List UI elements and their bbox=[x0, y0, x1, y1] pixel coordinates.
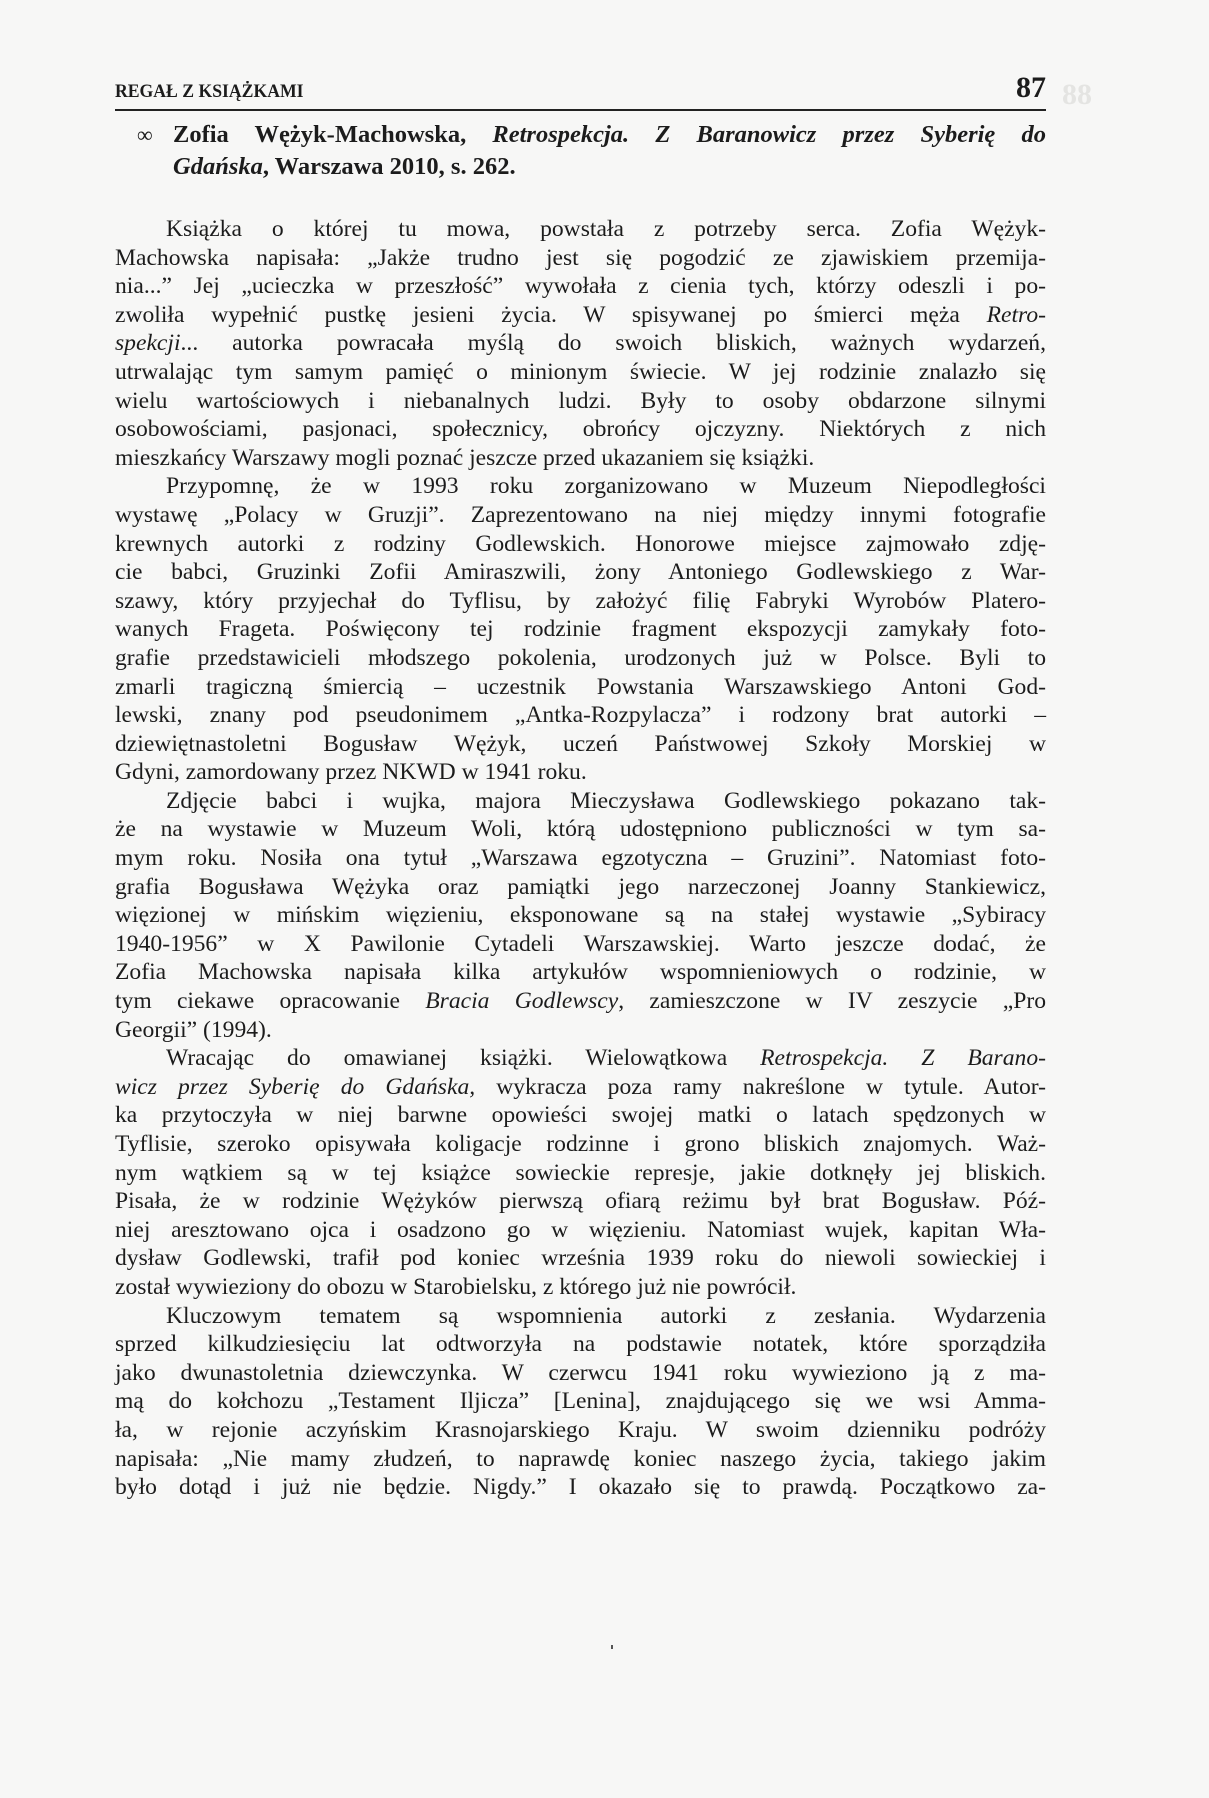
text-line bbox=[115, 215, 1046, 244]
text-line bbox=[115, 844, 1046, 873]
text-line bbox=[115, 1044, 1046, 1073]
text-segment: 1940-1956” w X Pawilonie Cytadeli Warszawskiej. Warto jeszcze dodać, że bbox=[115, 930, 1046, 957]
text-line bbox=[115, 1387, 1046, 1416]
text-segment: mą do kołchozu „Testament Iljicza” [Lenina], znajdującego się we wsi Amma- bbox=[115, 1388, 1046, 1415]
text-segment: mym roku. Nosiła ona tytuł „Warszawa egzotyczna – Gruzini”. Natomiast foto- bbox=[115, 845, 1046, 872]
text-segment: więzionej w mińskim więzieniu, eksponowane są na stałej wystawie „Sybiracy bbox=[115, 902, 1046, 929]
text-segment: ka przytoczyła w niej barwne opowieści swojej matki o latach spędzonych w bbox=[115, 1102, 1046, 1129]
text-segment: Tyflisie, szeroko opisywała koligacje rodzinne i grono bliskich znajomych. Waż- bbox=[115, 1131, 1046, 1157]
entry-title-part1: Retrospekcja. Z Baranowicz przez Syberię do bbox=[492, 121, 1047, 148]
text-segment: jako dwunastoletnia dziewczynka. W czerwcu 1941 roku wywieziono ją z ma- bbox=[115, 1359, 1046, 1386]
italic-text: Bracia Godlewscy bbox=[425, 988, 619, 1015]
text-line bbox=[115, 1016, 1046, 1045]
text-segment: grafie przedstawicieli młodszego pokolenia, urodzonych już w Polsce. Byli to bbox=[115, 644, 1046, 671]
entry-title-part2: Gdańska bbox=[173, 153, 263, 180]
text-line bbox=[115, 472, 1046, 501]
text-segment: ... autorka powracała myślą do swoich bliskich, ważnych wydarzeń, bbox=[180, 330, 1046, 357]
text-segment: cie babci, Gruzinki Zofii Amiraszwili, żony Antoniego Godlewskiego z War- bbox=[115, 559, 1046, 586]
text-segment: wanych Frageta. Poświęcony tej rodzinie fragment ekspozycji zamykały foto- bbox=[115, 616, 1046, 643]
text-line bbox=[115, 1216, 1046, 1245]
text-segment: nia...” Jej „ucieczka w przeszłość” wywołała z cienia tych, którzy odeszli i po- bbox=[115, 273, 1046, 300]
text-segment: Zofia Machowska napisała kilka artykułów wspomnieniowych o rodzinie, w bbox=[115, 959, 1046, 986]
text-line bbox=[115, 329, 1046, 358]
italic-text: wicz przez Syberię do Gdańska, bbox=[115, 1073, 476, 1100]
text-line bbox=[115, 701, 1046, 730]
text-segment: wystawę „Polacy w Gruzji”. Zaprezentowano na niej między innymi fotografie bbox=[115, 501, 1046, 528]
text-segment: szawy, który przyjechał do Tyflisu, by założyć filię Fabryki Wyrobów Platero- bbox=[115, 587, 1046, 614]
text-line bbox=[115, 1101, 1046, 1130]
text-line bbox=[115, 358, 1046, 387]
text-line bbox=[115, 244, 1046, 273]
text-segment: Machowska napisała: „Jakże trudno jest się pogodzić ze zjawiskiem przemija- bbox=[115, 244, 1046, 271]
entry-author: Zofia Wężyk-Machowska, bbox=[173, 121, 467, 148]
text-line bbox=[115, 387, 1046, 416]
paragraph bbox=[115, 1044, 1046, 1301]
scan-speck bbox=[611, 1645, 613, 1649]
text-segment: Georgii” (1994). bbox=[115, 1016, 272, 1043]
text-line bbox=[115, 1302, 1046, 1331]
text-line bbox=[115, 673, 1046, 702]
text-line bbox=[115, 444, 1046, 473]
text-line bbox=[115, 1244, 1046, 1273]
text-segment: wykracza poza ramy nakreślone w tytule. Autor- bbox=[475, 1073, 1046, 1100]
infinity-icon: ∞ bbox=[137, 122, 153, 147]
text-segment: było dotąd i już nie będzie. Nigdy.” I okazało się to prawdą. Początkowo za- bbox=[115, 1474, 1046, 1501]
text-segment: wielu wartościowych i niebanalnych ludzi. Były to osoby obdarzone silnymi bbox=[115, 387, 1046, 414]
text-segment: utrwalając tym samym pamięć o minionym świecie. W jej rodzinie znalazło się bbox=[115, 358, 1046, 385]
text-segment: Pisała, że w rodzinie Wężyków pierwszą ofiarą reżimu był brat Bogusław. Póź- bbox=[115, 1188, 1046, 1215]
text-line bbox=[115, 1130, 1046, 1159]
text-segment: niej aresztowano ojca i osadzono go w więzieniu. Natomiast wujek, kapitan Wła- bbox=[115, 1216, 1046, 1243]
text-segment: ła, w rejonie aczyńskim Krasnojarskiego Kraju. W swoim dzienniku podróży bbox=[115, 1416, 1046, 1443]
text-line bbox=[115, 301, 1046, 330]
text-line bbox=[115, 415, 1046, 444]
text-line bbox=[115, 1073, 1046, 1102]
paragraph bbox=[115, 787, 1046, 1044]
text-line bbox=[115, 501, 1046, 530]
paragraph bbox=[115, 1302, 1046, 1502]
page-number: 87 bbox=[1016, 71, 1046, 104]
text-segment: krewnych autorki z rodziny Godlewskich. Honorowe miejsce zajmowało zdję- bbox=[115, 530, 1046, 557]
text-line bbox=[115, 787, 1046, 816]
text-segment: Wracając do omawianej książki. Wielowątkowa bbox=[166, 1045, 761, 1072]
text-line bbox=[115, 758, 1046, 787]
running-title: REGAŁ Z KSIĄŻKAMI bbox=[115, 81, 304, 102]
bleed-through-page-number: 88 bbox=[1062, 78, 1092, 111]
text-line bbox=[115, 1359, 1046, 1388]
text-line bbox=[115, 587, 1046, 616]
text-line bbox=[115, 930, 1046, 959]
text-line bbox=[115, 1187, 1046, 1216]
text-segment: że na wystawie w Muzeum Woli, którą udostępniono publiczności w tym sa- bbox=[115, 816, 1046, 843]
text-segment: napisała: „Nie mamy złudzeń, to naprawdę koniec naszego życia, takiego jakim bbox=[115, 1445, 1046, 1472]
text-line bbox=[115, 1445, 1046, 1474]
text-line bbox=[115, 730, 1046, 759]
text-segment: Przypomnę, że w 1993 roku zorganizowano w Muzeum Niepodległości bbox=[166, 473, 1046, 500]
bibliographic-entry bbox=[115, 119, 1046, 183]
text-line bbox=[115, 615, 1046, 644]
text-line bbox=[115, 558, 1046, 587]
text-line bbox=[115, 901, 1046, 930]
text-line bbox=[115, 987, 1046, 1016]
text-line bbox=[115, 530, 1046, 559]
text-line bbox=[115, 1330, 1046, 1359]
text-line bbox=[115, 644, 1046, 673]
text-line bbox=[115, 1159, 1046, 1188]
paragraph bbox=[115, 472, 1046, 787]
text-line bbox=[115, 272, 1046, 301]
italic-text: spekcji bbox=[115, 330, 181, 357]
text-line bbox=[115, 873, 1046, 902]
text-segment: zwoliła wypełnić pustkę jesieni życia. W spisywanej po śmierci męża bbox=[115, 301, 987, 328]
text-segment: mieszkańcy Warszawy mogli poznać jeszcze przed ukazaniem się książki. bbox=[115, 444, 815, 471]
text-line bbox=[115, 1273, 1046, 1302]
italic-text: Retrospekcja. Z Barano- bbox=[760, 1045, 1046, 1072]
text-line bbox=[115, 815, 1046, 844]
text-line bbox=[115, 1416, 1046, 1445]
book-page bbox=[115, 70, 1046, 1502]
entry-line-1 bbox=[115, 119, 1046, 151]
paragraph bbox=[115, 215, 1046, 472]
text-line bbox=[115, 958, 1046, 987]
text-segment: osobowościami, pasjonaci, społecznicy, obrońcy ojczyzny. Niektórych z nich bbox=[115, 416, 1046, 443]
italic-text: Retro- bbox=[986, 301, 1046, 328]
entry-line-2 bbox=[115, 151, 1046, 183]
text-segment: grafia Bogusława Wężyka oraz pamiątki jego narzeczonej Joanny Stankiewicz, bbox=[115, 873, 1046, 900]
text-segment: sprzed kilkudziesięciu lat odtworzyła na podstawie notatek, które sporządziła bbox=[115, 1331, 1046, 1358]
review-body bbox=[115, 215, 1046, 1502]
text-segment: Gdyni, zamordowany przez NKWD w 1941 roku. bbox=[115, 759, 587, 786]
text-segment: Zdjęcie babci i wujka, majora Mieczysława Godlewskiego pokazano tak- bbox=[166, 787, 1046, 814]
entry-imprint: , Warszawa 2010, s. 262. bbox=[262, 153, 516, 180]
text-segment: Książka o której tu mowa, powstała z potrzeby serca. Zofia Wężyk- bbox=[166, 216, 1046, 242]
text-segment: zmarli tragiczną śmiercią – uczestnik Powstania Warszawskiego Antoni God- bbox=[115, 673, 1046, 700]
text-segment: nym wątkiem są w tej książce sowieckie represje, jakie dotknęły jej bliskich. bbox=[115, 1159, 1046, 1186]
text-segment: dysław Godlewski, trafił pod koniec września 1939 roku do niewoli sowieckiej i bbox=[115, 1245, 1046, 1272]
text-segment: Kluczowym tematem są wspomnienia autorki z zesłania. Wydarzenia bbox=[166, 1302, 1046, 1329]
text-segment: , zamieszczone w IV zeszycie „Pro bbox=[618, 988, 1046, 1015]
text-segment: dziewiętnastoletni Bogusław Wężyk, uczeń Państwowej Szkoły Morskiej w bbox=[115, 730, 1046, 757]
running-head bbox=[115, 70, 1046, 111]
text-segment: został wywieziony do obozu w Starobielsku, z którego już nie powrócił. bbox=[115, 1273, 797, 1300]
text-segment: lewski, znany pod pseudonimem „Antka-Rozpylacza” i rodzony brat autorki – bbox=[115, 702, 1046, 729]
text-line bbox=[115, 1473, 1046, 1502]
text-segment: tym ciekawe opracowanie bbox=[115, 988, 426, 1015]
